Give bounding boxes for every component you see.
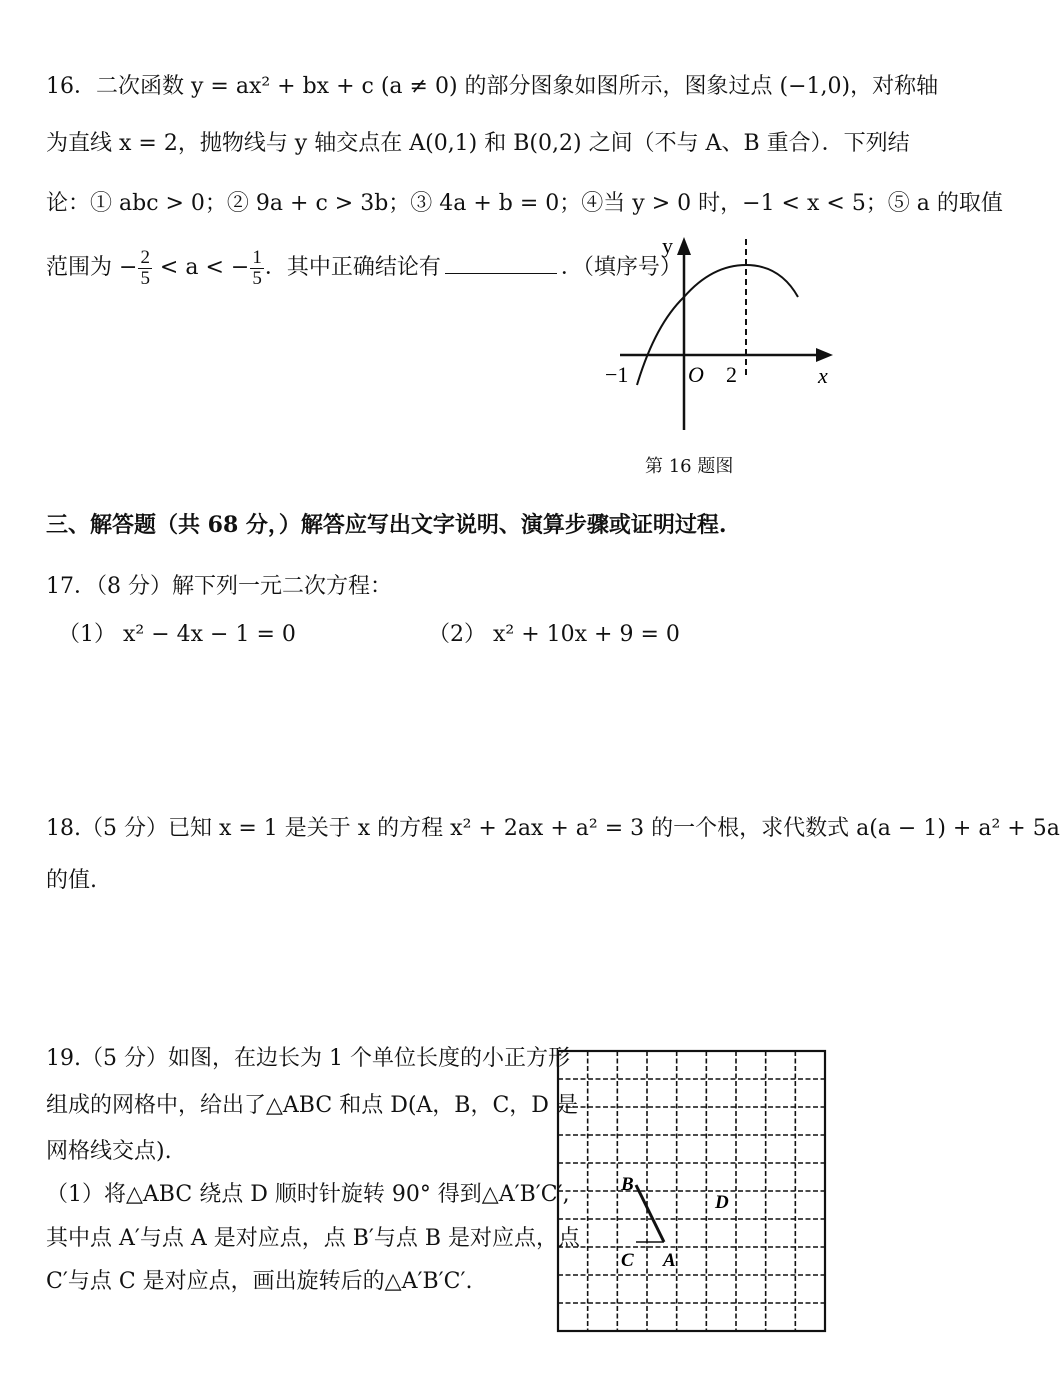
q19-line6: C′与点 C 是对应点，画出旋转后的△A′B′C′. — [46, 1269, 473, 1294]
parabola-graph — [600, 225, 845, 440]
tick-label-2: 2 — [726, 362, 737, 387]
q19-grid — [555, 1048, 830, 1338]
q17-stem: 17．（8 分）解下列一元二次方程： — [46, 574, 392, 599]
q16-line4-mid: < a < − — [152, 255, 250, 280]
answer-blank[interactable] — [445, 251, 557, 274]
x-axis-arrow — [816, 348, 833, 362]
fraction-two-fifths — [138, 248, 152, 289]
q16-line2: 为直线 x = 2，抛物线与 y 轴交点在 A(0,1) 和 B(0,2) 之间（不与 A、B 重合）．下列结 — [46, 131, 910, 156]
q17-part1: （1） x² − 4x − 1 = 0 — [58, 622, 296, 647]
q17-part2: （2） x² + 10x + 9 = 0 — [428, 622, 680, 647]
parabola-curve — [637, 265, 798, 385]
q16-line4 — [46, 246, 682, 290]
q19-line1: 19.（5 分）如图，在边长为 1 个单位长度的小正方形 — [46, 1046, 570, 1071]
segment-ba — [636, 1185, 664, 1242]
q19-line3: 网格线交点). — [46, 1139, 172, 1164]
point-label-c: C — [621, 1250, 634, 1271]
q19-line2: 组成的网格中，给出了△ABC 和点 D(A，B，C，D 是 — [46, 1093, 578, 1118]
q16-line4-pre: 范围为 − — [46, 255, 138, 280]
frac2-denominator: 5 — [252, 267, 262, 289]
q18-line1: 18.（5 分）已知 x = 1 是关于 x 的方程 x² + 2ax + a² = 3 的一个根，求代数式 a(a − 1) + a² + 5a — [46, 816, 1060, 841]
q19-line5: 其中点 A′与点 A 是对应点，点 B′与点 B 是对应点，点 — [46, 1226, 581, 1251]
section3-heading: 三、解答题（共 68 分，）解答应写出文字说明、演算步骤或证明过程. — [46, 512, 727, 538]
q16-line3: 论：① abc > 0；② 9a + c > 3b；③ 4a + b = 0；④当 y > 0 时，−1 < x < 5；⑤ a 的取值 — [46, 191, 1003, 216]
frac2-numerator: 1 — [252, 246, 262, 268]
frac1-numerator: 2 — [140, 246, 150, 268]
point-label-a: A — [663, 1250, 676, 1271]
tick-label-neg1: −1 — [605, 362, 629, 387]
q16-line4-post: ．其中正确结论有 — [264, 255, 441, 280]
y-axis-label: y — [662, 233, 673, 258]
origin-label: O — [688, 362, 704, 387]
x-axis-label: x — [818, 363, 828, 388]
q16-line1: 16．二次函数 y = ax² + bx + c (a ≠ 0) 的部分图象如图所示，图象过点 (−1,0)，对称轴 — [46, 74, 939, 99]
point-label-d: D — [715, 1192, 729, 1213]
y-axis-arrow — [677, 237, 691, 255]
q16-line4-end: ．（填序号） — [560, 255, 682, 280]
q18-line2: 的值. — [46, 868, 97, 893]
grid-lines — [558, 1051, 825, 1331]
frac1-denominator: 5 — [140, 267, 150, 289]
q19-line4: （1）将△ABC 绕点 D 顺时针旋转 90° 得到△A′B′C′, — [46, 1182, 570, 1207]
fraction-one-fifth — [250, 248, 264, 289]
point-label-b: B — [621, 1174, 634, 1195]
q16-figure-caption: 第 16 题图 — [645, 456, 734, 477]
